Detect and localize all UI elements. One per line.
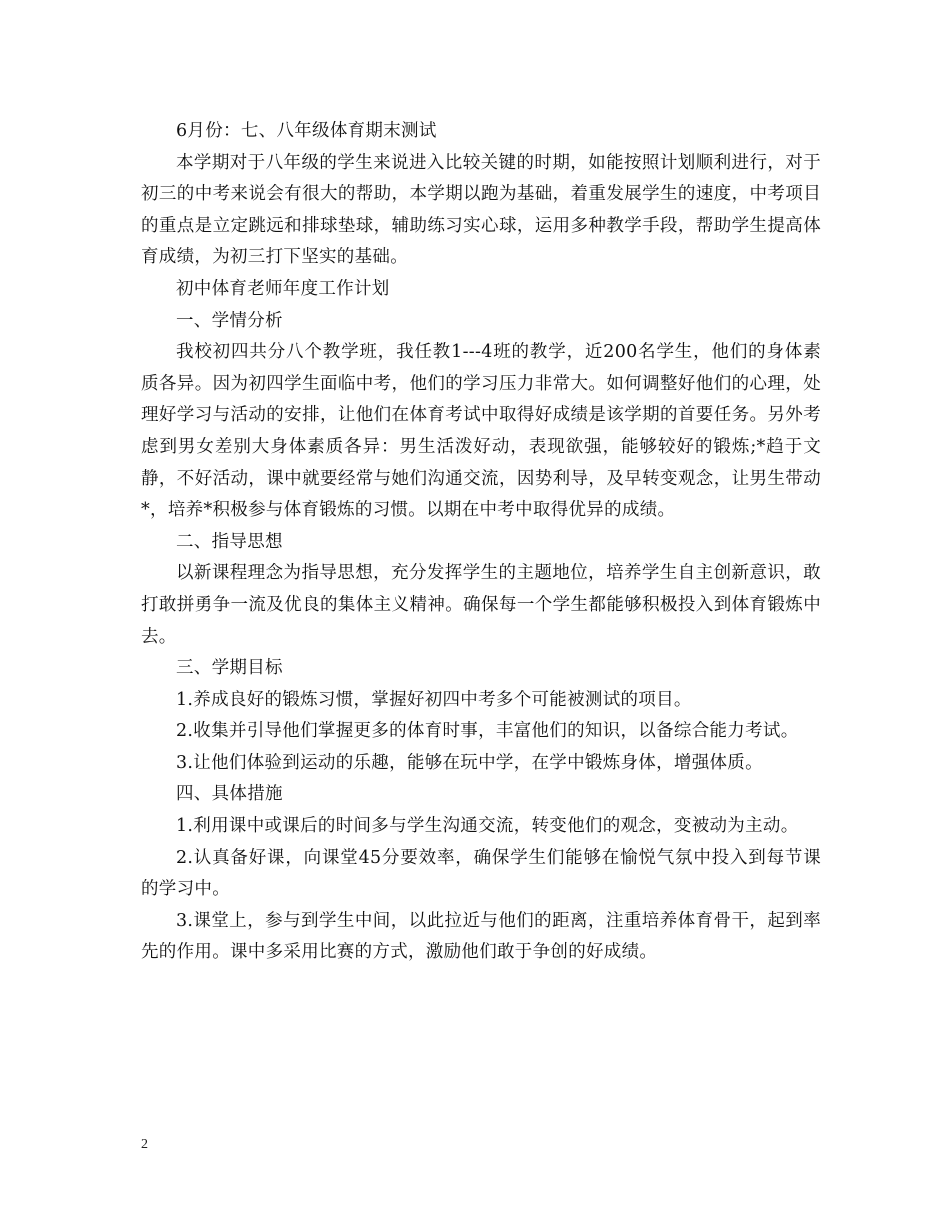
- list-item-measure-1: 1.利用课中或课后的时间多与学生沟通交流，转变他们的观念，变被动为主动。: [176, 816, 799, 837]
- paragraph-student-analysis: 我校初四共分八个教学班，我任教1---4班的教学，近200名学生，他们的身体素质各异。因为初四学生面临中考，他们的学习压力非常大。如何调整好他们的心理，处理好学习与活动的安排，让他们在体育考试中取得好成绩是该学期的首要任务。另外考虑到男女差别大身体素质各异：男生活泼好动，表现欲强，能够较好的锻炼;*趋于文静，不好活动，课中就要经常与她们沟通交流，因势利导，及早转变观念，让男生带动*，培养*积极参与体育锻炼的习惯。以期在中考中取得优异的成绩。: [141, 342, 821, 521]
- list-item-measure-3: 3.课堂上，参与到学生中间，以此拉近与他们的距离，注重培养体育骨干，起到率先的作用。课中多采用比赛的方式，激励他们敢于争创的好成绩。: [141, 910, 821, 963]
- page-number: 2: [141, 1137, 148, 1152]
- paragraph-guiding-ideology: 以新课程理念为指导思想，充分发挥学生的主题地位，培养学生自主创新意识，敢打敢拼勇争一流及优良的集体主义精神。确保每一个学生都能够积极投入到体育锻炼中去。: [141, 563, 821, 647]
- paragraph-june-exam: 6月份：七、八年级体育期末测试: [176, 121, 437, 141]
- document-title: 初中体育老师年度工作计划: [176, 278, 390, 299]
- section-heading-measures: 四、具体措施: [176, 784, 283, 805]
- section-heading-guiding-ideology: 二、指导思想: [176, 531, 283, 552]
- list-item-goal-3: 3.让他们体验到运动的乐趣，能够在玩中学，在学中锻炼身体，增强体质。: [176, 752, 763, 773]
- document-body: [141, 116, 821, 969]
- section-heading-student-analysis: 一、学情分析: [176, 310, 283, 331]
- list-item-goal-2: 2.收集并引导他们掌握更多的体育时事，丰富他们的知识，以备综合能力考试。: [176, 721, 799, 742]
- list-item-goal-1: 1.养成良好的锻炼习惯，掌握好初四中考多个可能被测试的项目。: [176, 689, 692, 710]
- paragraph-grade8-semester: 本学期对于八年级的学生来说进入比较关键的时期，如能按照计划顺利进行，对于初三的中考来说会有很大的帮助，本学期以跑为基础，着重发展学生的速度，中考项目的重点是立定跳远和排球垫球，辅助练习实心球，运用多种教学手段，帮助学生提高体育成绩，为初三打下坚实的基础。: [141, 152, 821, 268]
- section-heading-semester-goals: 三、学期目标: [176, 658, 283, 679]
- list-item-measure-2: 2.认真备好课，向课堂45分要效率，确保学生们能够在愉悦气氛中投入到每节课的学习中。: [141, 847, 821, 900]
